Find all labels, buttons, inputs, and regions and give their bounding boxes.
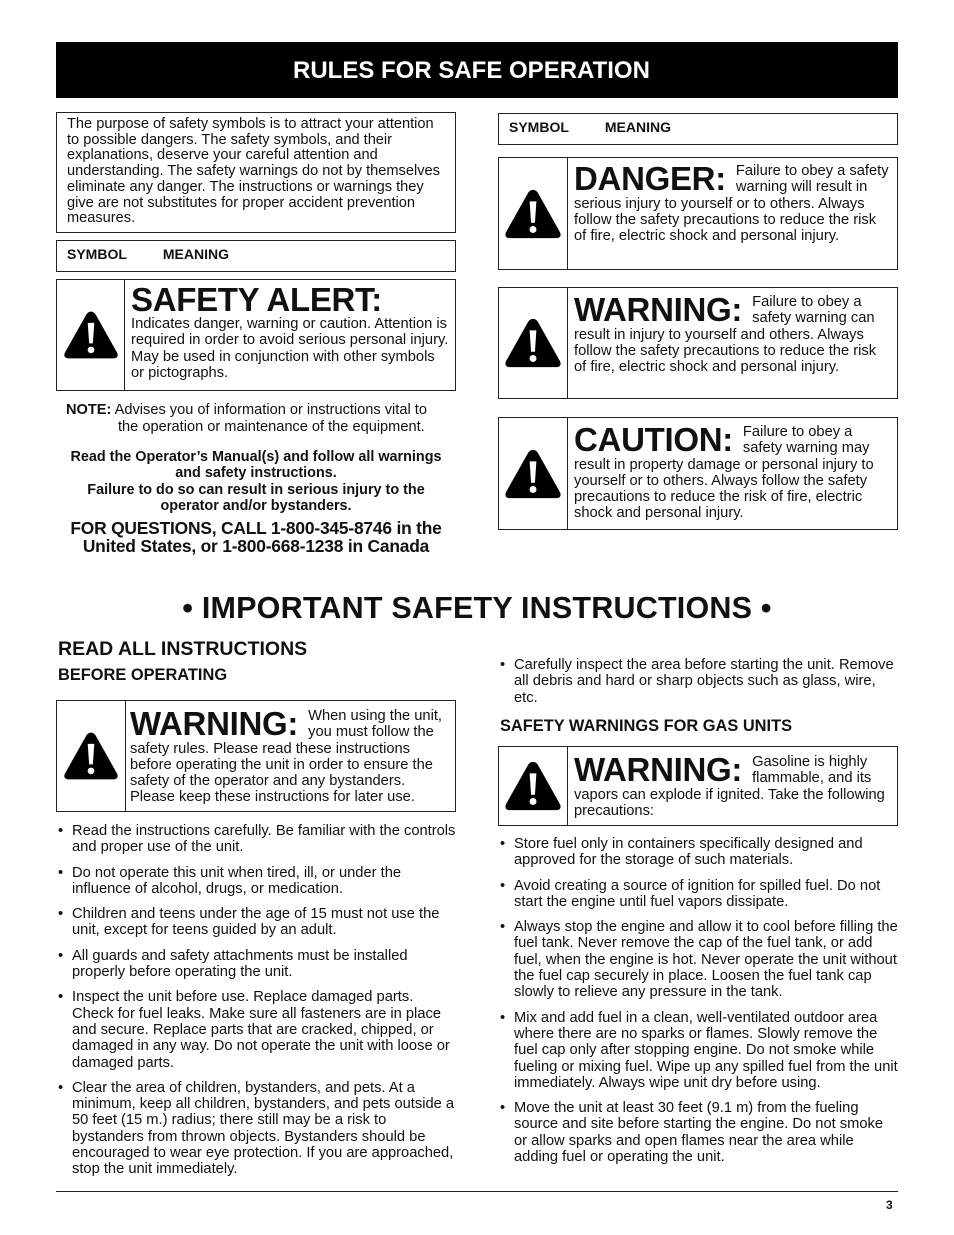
caution-box bbox=[498, 417, 898, 530]
gas-units-heading: SAFETY WARNINGS FOR GAS UNITS bbox=[500, 717, 793, 735]
warning-gas-text: Gasoline is highly flammable, and its vapors can explode if ignited. Take the following precautions: bbox=[574, 754, 885, 819]
symbol-header-left bbox=[56, 240, 456, 272]
gas-precautions-list bbox=[498, 836, 898, 1174]
questions-phone: FOR QUESTIONS, CALL 1-800-345-8746 in the United States, or 1-800-668-1238 in Canada bbox=[70, 518, 442, 556]
list-item: • Mix and add fuel in a clean, well-ventilated outdoor area where there are no sparks or flames. Slowly remove the fuel cap only after stopping engine. Do not smoke while fueling or mixing fuel. Wipe up any spilled fuel from the unit immediately. Always wipe unit dry before using. bbox=[498, 1010, 898, 1091]
safety-alert-box bbox=[56, 279, 456, 391]
warning-before-box bbox=[56, 700, 456, 812]
warning-box bbox=[498, 287, 898, 399]
list-item: • Do not operate this unit when tired, ill, or under the influence of alcohol, drugs, or medication. bbox=[56, 865, 456, 898]
list-item: • Move the unit at least 30 feet (9.1 m) from the fueling source and site before starting the engine. Do not smoke or allow sparks and open flames near the area while adding fuel or operating the unit. bbox=[498, 1100, 898, 1165]
section-banner: RULES FOR SAFE OPERATION bbox=[56, 42, 898, 98]
note-block bbox=[66, 402, 456, 436]
before-operating-heading: BEFORE OPERATING bbox=[58, 666, 228, 684]
page-number: 3 bbox=[886, 1198, 893, 1212]
meaning-column-label: MEANING bbox=[162, 246, 230, 262]
footer-rule bbox=[56, 1191, 898, 1192]
meaning-column-label: MEANING bbox=[604, 119, 672, 135]
list-item: • Clear the area of children, bystanders, and pets. At a minimum, keep all children, bystanders, and pets outside a 50 feet (15 m.) radius; there still may be a risk to bystanders from thrown objects. Bystanders should be encouraged to wear eye protection. If you are approached, stop the unit immediately. bbox=[56, 1080, 456, 1178]
failure-notice: Failure to do so can result in serious injury to the operator and/or bystanders. bbox=[87, 482, 425, 514]
symbol-header-right bbox=[498, 113, 898, 145]
warning-gas-box bbox=[498, 746, 898, 826]
warning-text: Failure to obey a safety warning can result in injury to yourself and others. Always follow the safety precautions to reduce the risk of fire, electric shock and personal injury. bbox=[574, 294, 877, 376]
before-operating-list bbox=[56, 823, 456, 1187]
note-text: Advises you of information or instructions vital to bbox=[114, 402, 427, 418]
list-item: • Avoid creating a source of ignition for spilled fuel. Do not start the engine until fuel vapors dissipate. bbox=[498, 878, 898, 911]
warning-before-heading: WARNING: bbox=[130, 705, 299, 742]
list-item: • Children and teens under the age of 15 must not use the unit, except for teens guided by an adult. bbox=[56, 906, 456, 939]
safety-alert-heading: SAFETY ALERT: bbox=[131, 281, 382, 318]
list-item: • Read the instructions carefully. Be familiar with the controls and proper use of the unit. bbox=[56, 823, 456, 856]
danger-heading: DANGER: bbox=[574, 160, 726, 197]
list-item: • Store fuel only in containers specifically designed and approved for the storage of such materials. bbox=[498, 836, 898, 869]
read-all-heading: READ ALL INSTRUCTIONS bbox=[58, 638, 308, 660]
warning-heading: WARNING: bbox=[574, 291, 743, 328]
caution-heading: CAUTION: bbox=[574, 421, 733, 458]
list-item: • Inspect the unit before use. Replace damaged parts. Check for fuel leaks. Make sure all fasteners are in place and secure. Replace parts that are cracked, chipped, or damaged in any way. Do not operate the unit with loose or damaged parts. bbox=[56, 989, 456, 1070]
danger-icon bbox=[499, 158, 568, 269]
safety-alert-icon bbox=[57, 280, 125, 390]
list-item: • Always stop the engine and allow it to cool before filling the fuel tank. Never remove the cap of the fuel tank, or add fuel, when the engine is hot. Never operate the unit without the fuel cap securely in place. Loosen the fuel tank cap slowly to relieve any pressure in the tank. bbox=[498, 919, 898, 1000]
inspect-area-list bbox=[498, 657, 898, 715]
note-text-continued: the operation or maintenance of the equipment. bbox=[118, 419, 425, 435]
warning-before-icon bbox=[57, 701, 126, 811]
list-item: • Carefully inspect the area before starting the unit. Remove all debris and hard or sharp objects such as glass, wire, etc. bbox=[498, 657, 898, 706]
read-manual-notice: Read the Operator’s Manual(s) and follow all warnings and safety instructions. bbox=[70, 449, 442, 481]
warning-icon bbox=[499, 288, 568, 398]
warning-before-text: When using the unit, you must follow the safety rules. Please read these instructions before operating the unit in order to ensure the safety of the operator and any bystanders. Please keep these instructions for later use. bbox=[130, 708, 442, 806]
list-item: • All guards and safety attachments must be installed properly before operating the unit. bbox=[56, 948, 456, 981]
caution-text: Failure to obey a safety warning may result in property damage or personal injury to yourself or to others. Always follow the safety precautions to reduce the risk of fire, electric shock and personal injury. bbox=[574, 424, 874, 522]
danger-box bbox=[498, 157, 898, 270]
warning-gas-icon bbox=[499, 747, 568, 825]
caution-icon bbox=[499, 418, 568, 529]
symbol-column-label: SYMBOL bbox=[67, 246, 127, 262]
warning-gas-heading: WARNING: bbox=[574, 751, 743, 788]
symbol-column-label: SYMBOL bbox=[509, 119, 569, 135]
important-safety-title: • IMPORTANT SAFETY INSTRUCTIONS • bbox=[182, 591, 772, 625]
note-label: NOTE: bbox=[66, 402, 112, 418]
danger-text: Failure to obey a safety warning will result in serious injury to yourself or to others. Always follow the safety precautions to reduce the risk of fire, electric shock and personal injury. bbox=[574, 163, 889, 245]
intro-paragraph: The purpose of safety symbols is to attract your attention to possible dangers. The safety symbols, and their explanations, deserve your careful attention and understanding. The safety warnings do not by themselves eliminate any danger. The instructions or warnings they give are not substitutes for proper accident prevention measures. bbox=[56, 112, 456, 233]
safety-alert-text: Indicates danger, warning or caution. Attention is required in order to avoid serious personal injury. May be used in conjunction with other symbols or pictographs. bbox=[131, 316, 449, 381]
